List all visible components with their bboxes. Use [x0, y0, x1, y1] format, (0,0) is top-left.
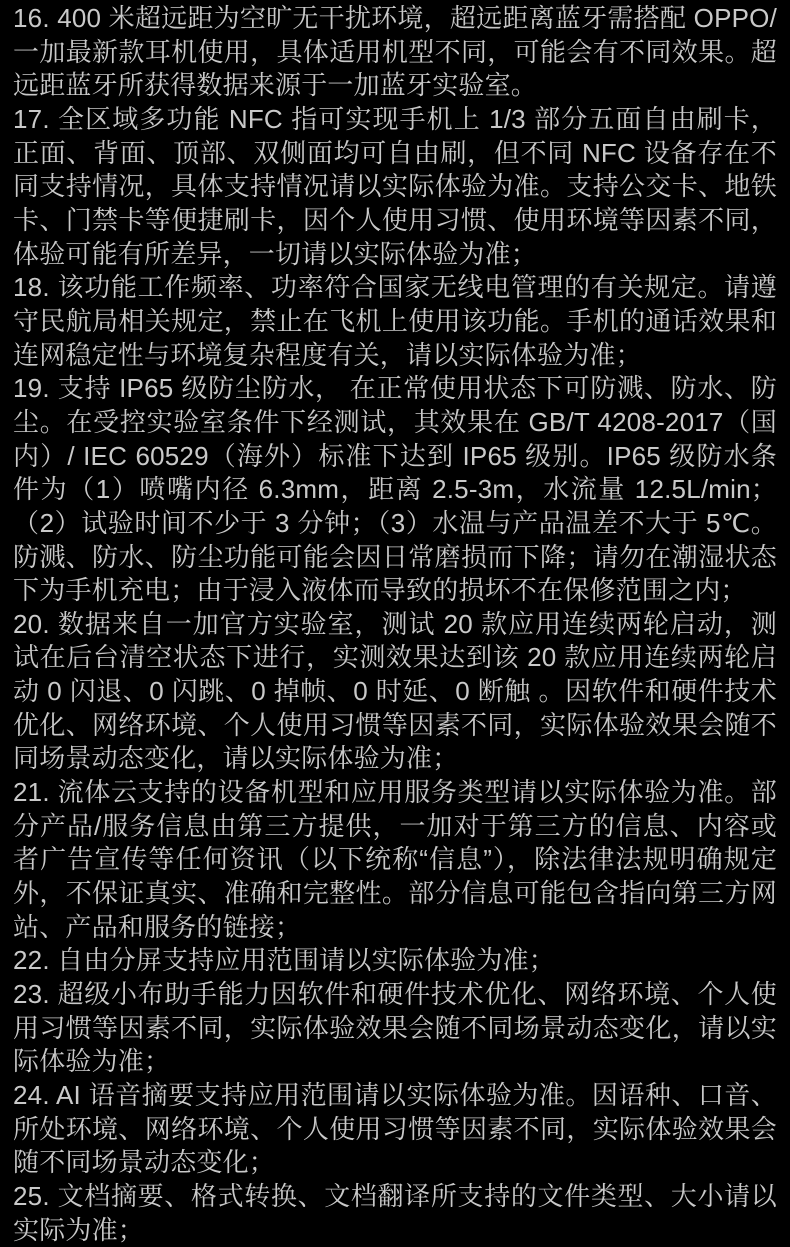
disclaimer-item-16: 16. 400 米超远距为空旷无干扰环境，超远距离蓝牙需搭配 OPPO/一加最新款耳机使用，具体适用机型不同，可能会有不同效果。超远距蓝牙所获得数据来源于一加蓝牙实验室。	[13, 3, 777, 101]
disclaimer-item-22: 22. 自由分屏支持应用范围请以实际体验为准；	[13, 945, 555, 976]
disclaimer-item-20: 20. 数据来自一加官方实验室，测试 20 款应用连续两轮启动，测试在后台清空状态下进行，实测效果达到该 20 款应用连续两轮启动 0 闪退、0 闪跳、0 掉帧、0 时延、0 断触 。因软件和硬件技术优化、网络环境、个人使用习惯等因素不同，实际体验效果会随不同场景动态变化，请以实际体验为准；	[13, 608, 777, 774]
disclaimer-item-21: 21. 流体云支持的设备机型和应用服务类型请以实际体验为准。部分产品/服务信息由第三方提供，一加对于第三方的信息、内容或者广告宣传等任何资讯（以下统称“信息”），除法律法规明确规定外，不保证真实、准确和完整性。部分信息可能包含指向第三方网站、产品和服务的链接；	[13, 777, 777, 942]
disclaimer-item-24: 24. AI 语音摘要支持应用范围请以实际体验为准。因语种、口音、所处环境、网络环境、个人使用习惯等因素不同，实际体验效果会随不同场景动态变化；	[13, 1080, 777, 1178]
disclaimer-item-19: 19. 支持 IP65 级防尘防水， 在正常使用状态下可防溅、防水、防尘。在受控实验室条件下经测试，其效果在 GB/T 4208-2017（国内）/ IEC 60529（海外）标准下达到 IP65 级别。IP65 级防水条件为（1）喷嘴内径 6.3mm，距离 2.5-3m，水流量 12.5L/min；（2）试验时间不少于 3 分钟；（3）水温与产品温差不大于 5℃。防溅、防水、防尘功能可能会因日常磨损而下降；请勿在潮湿状态下为手机充电；由于浸入液体而导致的损坏不在保修范围之内；	[13, 373, 777, 606]
disclaimer-item-18: 18. 该功能工作频率、功率符合国家无线电管理的有关规定。请遵守民航局相关规定，禁止在飞机上使用该功能。手机的通话效果和连网稳定性与环境复杂程度有关，请以实际体验为准；	[13, 272, 777, 370]
disclaimer-item-23: 23. 超级小布助手能力因软件和硬件技术优化、网络环境、个人使用习惯等因素不同，实际体验效果会随不同场景动态变化，请以实际体验为准；	[13, 979, 777, 1077]
disclaimer-item-17: 17. 全区域多功能 NFC 指可实现手机上 1/3 部分五面自由刷卡，正面、背面、顶部、双侧面均可自由刷，但不同 NFC 设备存在不同支持情况，具体支持情况请以实际体验为准。支持公交卡、地铁卡、门禁卡等便捷刷卡，因个人使用习惯、使用环境等因素不同，体验可能有所差异，一切请以实际体验为准；	[13, 103, 777, 269]
disclaimer-item-25: 25. 文档摘要、格式转换、文档翻译所支持的文件类型、大小请以实际为准；	[13, 1180, 777, 1245]
